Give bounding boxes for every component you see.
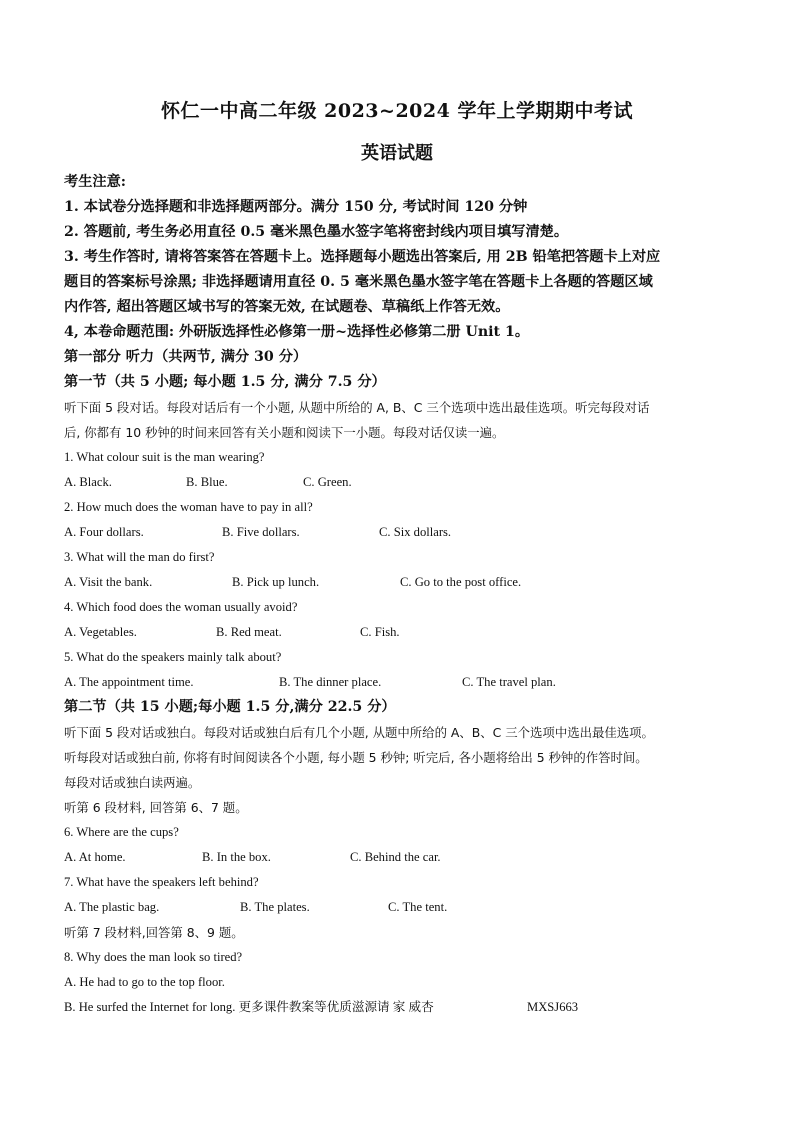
notice-item: 3. 考生作答时, 请将答案答在答题卡上。选择题每小题选出答案后, 用 2B 铅笔把答题卡上对应 — [64, 249, 661, 265]
group-instruction: 听第 6 段材料, 回答第 6、7 题。 — [64, 800, 248, 815]
option-b: B. The dinner place. — [279, 675, 382, 689]
option-b: B. Pick up lunch. — [232, 575, 320, 589]
option-b: B. Red meat. — [216, 625, 282, 639]
option-a: A. The appointment time. — [64, 675, 194, 689]
exam-subtitle: 英语试题 — [361, 143, 433, 164]
part-heading: 第一部分 听力（共两节, 满分 30 分） — [64, 349, 308, 365]
option-a: A. Black. — [64, 475, 112, 489]
option-a: A. Visit the bank. — [64, 575, 153, 589]
question-text: 4. Which food does the woman usually avoid? — [64, 600, 298, 614]
question-text: 2. How much does the woman have to pay in all? — [64, 500, 313, 514]
option-c: C. The travel plan. — [462, 675, 556, 689]
notice-item: 4, 本卷命题范围: 外研版选择性必修第一册~选择性必修第二册 Unit 1。 — [64, 324, 530, 340]
option-a: A. The plastic bag. — [64, 900, 160, 914]
exam-title: 怀仁一中高二年级 2023~2024 学年上学期期中考试 — [161, 100, 633, 122]
question-text: 7. What have the speakers left behind? — [64, 875, 259, 889]
option-a: A. He had to go to the top floor. — [64, 975, 225, 989]
notice-item: 1. 本试卷分选择题和非选择题两部分。满分 150 分, 考试时间 120 分钟 — [64, 199, 528, 215]
option-a: A. Vegetables. — [64, 625, 137, 639]
notice-item: 题目的答案标号涂黑; 非选择题请用直径 0. 5 毫米黑色墨水签字笔在答题卡上各题的答题区域 — [64, 274, 653, 290]
notice-item: 内作答, 超出答题区域书写的答案无效, 在试题卷、草稿纸上作答无效。 — [64, 299, 510, 315]
option-a: A. Four dollars. — [64, 525, 144, 539]
question-text: 5. What do the speakers mainly talk about? — [64, 650, 282, 664]
option-b: B. In the box. — [202, 850, 271, 864]
question-text: 3. What will the man do first? — [64, 550, 215, 564]
section-instructions: 听每段对话或独白前, 你将有时间阅读各个小题, 每小题 5 秒钟; 听完后, 各小题将给出 5 秒钟的作答时间。 — [64, 750, 648, 765]
notice-heading: 考生注意: — [64, 174, 126, 190]
option-c: C. Go to the post office. — [400, 575, 522, 589]
option-b: B. He surfed the Internet for long. 更多课件教案等优质滋源请 家 威杏 — [64, 1000, 434, 1014]
option-b: B. Five dollars. — [222, 525, 300, 539]
option-c: C. Six dollars. — [379, 525, 452, 539]
section-instructions: 听下面 5 段对话。每段对话后有一个小题, 从题中所给的 A, B、C 三个选项中选出最佳选项。听完每段对话 — [64, 400, 650, 415]
section-instructions: 后, 你都有 10 秒钟的时间来回答有关小题和阅读下一小题。每段对话仅读一遍。 — [64, 425, 505, 440]
option-c: C. Fish. — [360, 625, 400, 639]
option-b: B. The plates. — [240, 900, 310, 914]
question-text: 6. Where are the cups? — [64, 825, 179, 839]
option-a: A. At home. — [64, 850, 126, 864]
group-instruction: 听第 7 段材料,回答第 8、9 题。 — [64, 925, 244, 940]
section-instructions: 听下面 5 段对话或独白。每段对话或独白后有几个小题, 从题中所给的 A、B、C 三个选项中选出最佳选项。 — [64, 725, 654, 740]
question-text: 8. Why does the man look so tired? — [64, 950, 243, 964]
section-heading: 第一节（共 5 小题; 每小题 1.5 分, 满分 7.5 分） — [64, 374, 386, 390]
notice-item: 2. 答题前, 考生务必用直径 0.5 毫米黑色墨水签字笔将密封线内项目填写清楚。 — [64, 224, 569, 240]
option-c: C. The tent. — [388, 900, 448, 914]
option-c: C. Behind the car. — [350, 850, 441, 864]
section-instructions: 每段对话或独白读两遍。 — [64, 775, 201, 790]
question-text: 1. What colour suit is the man wearing? — [64, 450, 265, 464]
option-b: B. Blue. — [186, 475, 228, 489]
section-heading: 第二节（共 15 小题;每小题 1.5 分,满分 22.5 分） — [64, 699, 396, 715]
option-c: C. Green. — [303, 475, 352, 489]
watermark-code: MXSJ663 — [527, 1000, 579, 1014]
